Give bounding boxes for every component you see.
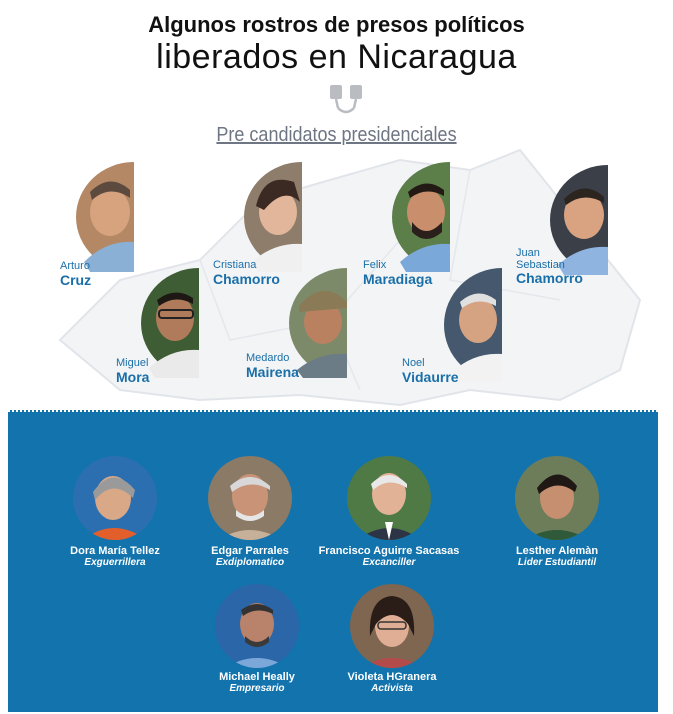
portrait-arturo-cruz [76,162,134,272]
candidate-label-medardo-mairena: Medardo Mairena [246,352,299,380]
label-dora-maria-tellez: Dora María Tellez Exguerrillera [70,545,160,569]
candidate-label-felix-maradiaga: Felix Maradiaga [363,259,433,287]
portrait-francisco-aguirre-sacasas [347,456,431,540]
label-edgar-parrales: Edgar Parrales Exdiplomatico [211,545,289,569]
candidate-label-arturo-cruz: Arturo Cruz [60,260,92,288]
candidate-label-juan-sebastian-chamorro: Juan Sebastian Chamorro [516,247,583,287]
label-violeta-hgranera: Violeta HGranera Activista [347,671,437,695]
handcuffs-icon [326,82,366,122]
portrait-edgar-parrales [208,456,292,540]
label-michael-heally: Michael Heally Empresario [219,671,295,695]
candidate-label-cristiana-chamorro: Cristiana Chamorro [213,259,280,287]
portrait-cristiana-chamorro [244,162,302,272]
candidate-label-noel-vidaurre: Noel Vidaurre [402,357,459,385]
title-line-1: Algunos rostros de presos políticos [148,12,525,37]
portrait-dora-maria-tellez [73,456,157,540]
portrait-felix-maradiaga [392,162,450,272]
portrait-miguel-mora [141,268,199,378]
portrait-michael-heally [215,584,299,668]
portrait-violeta-hgranera [350,584,434,668]
section-title: Pre candidatos presidenciales [216,124,457,146]
label-lesther-aleman: Lesther Alemàn Lider Estudiantil [515,545,599,569]
portrait-lesther-aleman [515,456,599,540]
label-francisco-aguirre-sacasas: Francisco Aguirre Sacasas Excanciller [318,545,460,569]
title-line-2: liberados en Nicaragua [156,38,517,76]
candidate-label-miguel-mora: Miguel Mora [116,357,150,385]
